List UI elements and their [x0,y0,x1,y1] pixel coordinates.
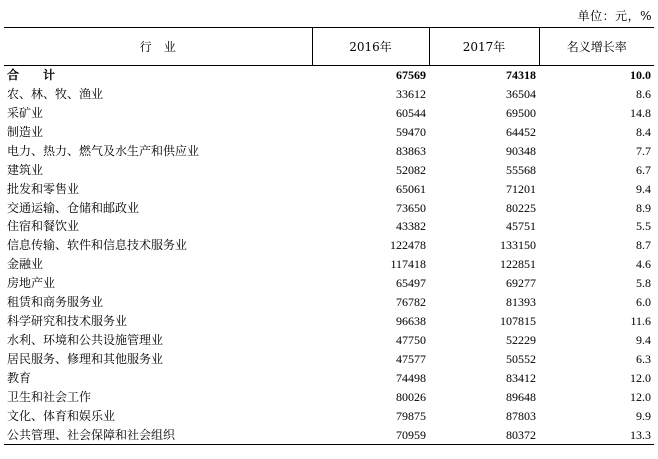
value-2017-cell: 80372 [429,425,539,444]
table-row [4,369,654,388]
value-2017-cell: 122851 [500,257,536,272]
growth-cell: 7.7 [636,143,651,158]
header-row [4,28,654,66]
value-2017-cell: 83412 [506,370,536,385]
industry-cell: 信息传输、软件和信息技术服务业 [7,238,188,253]
growth-cell: 11.6 [630,314,651,329]
table-row [4,179,654,198]
value-2016-cell: 79875 [396,408,426,423]
header-growth: 名义增长率 [539,28,654,66]
value-2017-cell: 36504 [506,86,536,101]
value-2016-cell: 74498 [396,370,426,385]
industry-cell: 公共管理、社会保障和社会组织 [4,425,312,444]
table-row [4,255,654,274]
industry-cell: 住宿和餐饮业 [7,219,80,234]
industry-cell: 租赁和商务服务业 [7,295,104,310]
industry-cell: 水利、环境和公共设施管理业 [7,333,164,348]
growth-cell: 5.8 [636,276,651,291]
value-2017-cell: 69500 [506,105,536,120]
table-row [4,293,654,312]
table-row [4,312,654,331]
growth-cell: 6.0 [636,295,651,310]
table-row [4,406,654,425]
growth-cell: 9.4 [636,333,651,348]
value-2016-cell: 96638 [396,314,426,329]
table-row [4,217,654,236]
value-2016-cell: 52082 [396,162,426,177]
industry-cell: 居民服务、修理和其他服务业 [7,352,164,367]
value-2016-cell: 59470 [396,124,426,139]
industry-cell: 批发和零售业 [7,181,80,196]
industry-cell: 金融业 [7,257,44,272]
value-2017-cell: 52229 [506,333,536,348]
growth-cell: 9.4 [636,181,651,196]
table-row [4,425,654,444]
header-2016: 2016年 [312,28,429,66]
table-row [4,387,654,406]
industry-cell: 文化、体育和娱乐业 [7,408,116,423]
table-row [4,141,654,160]
value-2017-cell: 69277 [506,276,536,291]
value-2016-cell: 73650 [396,200,426,215]
value-2017-cell: 55568 [506,162,536,177]
value-2016-cell: 65061 [396,181,426,196]
value-2016-cell: 122478 [390,238,426,253]
value-2017-cell: 89648 [506,389,536,404]
header-2017: 2017年 [429,28,539,66]
value-2016-cell: 43382 [396,219,426,234]
value-2016-cell: 47750 [396,333,426,348]
growth-cell: 6.7 [636,162,651,177]
industry-cell: 建筑业 [7,162,44,177]
table-row [4,331,654,350]
table-row [4,84,654,103]
value-2017-cell: 45751 [506,219,536,234]
header-industry: 行 业 [4,28,312,66]
industry-cell: 卫生和社会工作 [7,389,92,404]
salary-table [4,27,654,445]
growth-cell: 4.6 [636,257,651,272]
growth-cell: 8.4 [636,124,651,139]
value-2017-cell: 87803 [506,408,536,423]
table-row [4,350,654,369]
value-2017-cell: 107815 [500,314,536,329]
value-2016-cell: 83863 [396,143,426,158]
growth-cell: 8.7 [636,238,651,253]
total-growth: 10.0 [630,68,651,83]
table-row [4,122,654,141]
total-2016: 67569 [396,68,426,83]
value-2017-cell: 90348 [506,143,536,158]
growth-cell: 8.6 [636,86,651,101]
growth-cell: 13.3 [539,425,654,444]
value-2016-cell: 117418 [390,257,426,272]
total-row [4,66,654,85]
value-2017-cell: 50552 [506,352,536,367]
industry-cell: 制造业 [7,124,44,139]
value-2016-cell: 47577 [396,352,426,367]
value-2016-cell: 76782 [396,295,426,310]
value-2016-cell: 60544 [396,105,426,120]
value-2016-cell: 70959 [312,425,429,444]
growth-cell: 8.9 [636,200,651,215]
growth-cell: 14.8 [630,105,651,120]
total-2017: 74318 [506,68,536,83]
growth-cell: 5.5 [636,219,651,234]
table-row [4,274,654,293]
value-2017-cell: 64452 [506,124,536,139]
growth-cell: 12.0 [630,389,651,404]
value-2017-cell: 81393 [506,295,536,310]
table-row [4,160,654,179]
value-2016-cell: 65497 [396,276,426,291]
industry-cell: 交通运输、仓储和邮政业 [7,200,140,215]
value-2017-cell: 133150 [500,238,536,253]
value-2016-cell: 33612 [396,86,426,101]
industry-cell: 科学研究和技术服务业 [7,314,128,329]
table-row [4,103,654,122]
total-label: 合 计 [7,68,62,83]
value-2017-cell: 71201 [506,181,536,196]
value-2016-cell: 80026 [396,389,426,404]
industry-cell: 教育 [7,370,32,385]
industry-cell: 电力、热力、燃气及水生产和供应业 [7,143,200,158]
growth-cell: 12.0 [630,370,651,385]
table-row [4,198,654,217]
industry-cell: 采矿业 [7,105,44,120]
growth-cell: 9.9 [636,408,651,423]
table-row [4,236,654,255]
industry-cell: 农、林、牧、渔业 [7,86,104,101]
unit-label: 单位：元，% [577,9,652,23]
growth-cell: 6.3 [636,352,651,367]
value-2017-cell: 80225 [506,200,536,215]
industry-cell: 房地产业 [7,276,56,291]
